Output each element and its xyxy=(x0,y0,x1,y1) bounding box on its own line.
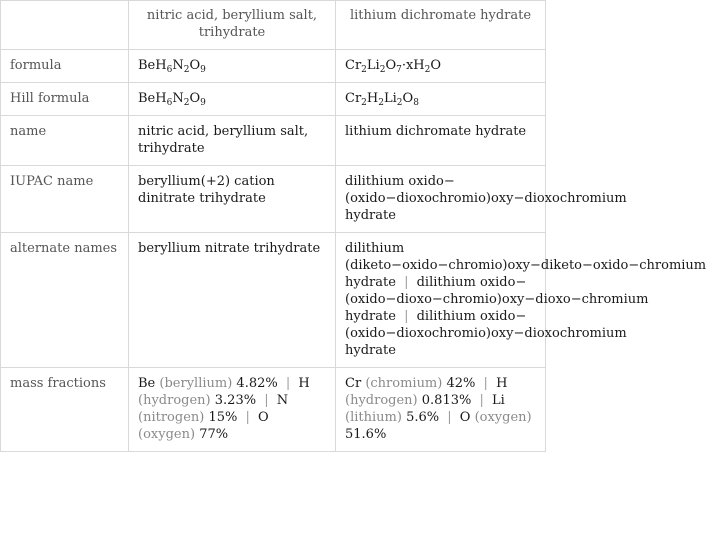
element-symbol: H xyxy=(496,376,508,391)
fraction-separator: | xyxy=(245,410,250,425)
element-name: (lithium) xyxy=(345,410,402,425)
fraction-separator: | xyxy=(447,410,452,425)
formula-subscript: 2 xyxy=(183,98,190,108)
element-symbol: N xyxy=(276,393,289,408)
row-mass-fractions xyxy=(1,368,546,452)
formula-text: O xyxy=(430,58,442,73)
header-row xyxy=(1,1,546,50)
element-symbol: Cr xyxy=(345,376,362,391)
formula-text: O xyxy=(402,91,414,106)
name-cell: nitric acid, beryllium salt, trihydrate xyxy=(129,116,336,166)
formula-text: Cr xyxy=(345,58,362,73)
row-label-formula: formula xyxy=(1,50,129,83)
formula-subscript: 2 xyxy=(183,65,190,75)
row-label-iupac-name: IUPAC name xyxy=(1,166,129,233)
element-name: (hydrogen) xyxy=(138,393,211,408)
element-symbol: Li xyxy=(492,393,505,408)
fraction-separator: | xyxy=(483,376,488,391)
formula-subscript: 2 xyxy=(396,98,403,108)
alternate-name: dilithium oxido−(oxido−dioxo−chromio)oxy−dioxo−chromium hydrate xyxy=(345,275,649,324)
element-name: (hydrogen) xyxy=(345,393,418,408)
element-symbol: O xyxy=(459,410,471,425)
alternate-names-cell xyxy=(129,233,336,368)
formula-text: N xyxy=(172,91,184,106)
element-symbol: H xyxy=(298,376,310,391)
formula-subscript: 9 xyxy=(200,98,206,108)
fraction-separator: | xyxy=(479,393,484,408)
element-percent: 4.82% xyxy=(236,376,278,391)
corner-cell xyxy=(1,1,129,50)
formula-cell xyxy=(336,50,546,83)
formula-subscript: 6 xyxy=(166,65,173,75)
fraction-separator: | xyxy=(264,393,269,408)
row-label-hill-formula: Hill formula xyxy=(1,83,129,116)
name-cell: lithium dichromate hydrate xyxy=(336,116,546,166)
row-iupac-name xyxy=(1,166,546,233)
element-symbol: Be xyxy=(138,376,156,391)
column-header-beryllium-nitrate: nitric acid, beryllium salt, trihydrate xyxy=(129,1,336,50)
formula-subscript: 2 xyxy=(378,98,384,108)
element-symbol: O xyxy=(258,410,269,425)
element-percent: 5.6% xyxy=(406,410,440,425)
name-separator: | xyxy=(404,275,409,290)
row-alternate-names xyxy=(1,233,546,368)
formula-text: BeH xyxy=(138,58,167,73)
element-percent: 15% xyxy=(208,410,238,425)
formula-subscript: 8 xyxy=(413,98,419,108)
element-percent: 42% xyxy=(446,376,476,391)
alternate-name: beryllium nitrate trihydrate xyxy=(138,241,321,256)
row-hill-formula xyxy=(1,83,546,116)
formula-text: O xyxy=(189,58,201,73)
formula-subscript: 2 xyxy=(424,65,431,75)
element-name: (chromium) xyxy=(365,376,443,391)
element-name: (oxygen) xyxy=(474,410,532,425)
alternate-names-cell xyxy=(336,233,706,368)
element-percent: 77% xyxy=(199,427,229,442)
element-percent: 51.6% xyxy=(345,427,387,442)
formula-text: BeH xyxy=(138,91,167,106)
formula-text: Cr xyxy=(345,91,362,106)
alternate-name: dilithium oxido−(oxido−dioxochromio)oxy−dioxochromium hydrate xyxy=(345,309,627,358)
formula-cell xyxy=(129,50,336,83)
hill-formula-cell xyxy=(129,83,336,116)
element-name: (beryllium) xyxy=(159,376,233,391)
iupac-name-cell: dilithium oxido−(oxido−dioxochromio)oxy−dioxochromium hydrate xyxy=(336,166,546,233)
formula-text: H xyxy=(366,91,379,106)
element-name: (nitrogen) xyxy=(138,410,205,425)
formula-subscript: 2 xyxy=(361,65,367,75)
formula-text: O xyxy=(385,58,397,73)
hill-formula-cell xyxy=(336,83,546,116)
formula-text: Li xyxy=(383,91,397,106)
name-separator: | xyxy=(404,309,409,324)
formula-text: Li xyxy=(366,58,380,73)
element-percent: 0.813% xyxy=(421,393,472,408)
fraction-separator: | xyxy=(285,376,291,391)
element-name: (oxygen) xyxy=(138,427,196,442)
row-label-name: name xyxy=(1,116,129,166)
mass-fractions-cell xyxy=(129,368,336,452)
row-name xyxy=(1,116,546,166)
formula-subscript: 9 xyxy=(200,65,206,75)
alternate-name: dilithium (diketo−oxido−chromio)oxy−diketo−oxido−chromium hydrate xyxy=(345,241,706,290)
row-label-alternate-names: alternate names xyxy=(1,233,129,368)
iupac-name-cell: beryllium(+2) cation dinitrate trihydrate xyxy=(129,166,336,233)
row-formula xyxy=(1,50,546,83)
formula-subscript: 2 xyxy=(361,98,367,108)
row-label-mass-fractions: mass fractions xyxy=(1,368,129,452)
formula-text: ·xH xyxy=(401,58,425,73)
column-header-lithium-dichromate: lithium dichromate hydrate xyxy=(336,1,546,50)
formula-subscript: 7 xyxy=(396,65,402,75)
formula-text: N xyxy=(172,58,184,73)
element-percent: 3.23% xyxy=(214,393,257,408)
formula-subscript: 2 xyxy=(379,65,386,75)
mass-fractions-cell xyxy=(336,368,546,452)
formula-subscript: 6 xyxy=(166,98,173,108)
formula-text: O xyxy=(189,91,201,106)
